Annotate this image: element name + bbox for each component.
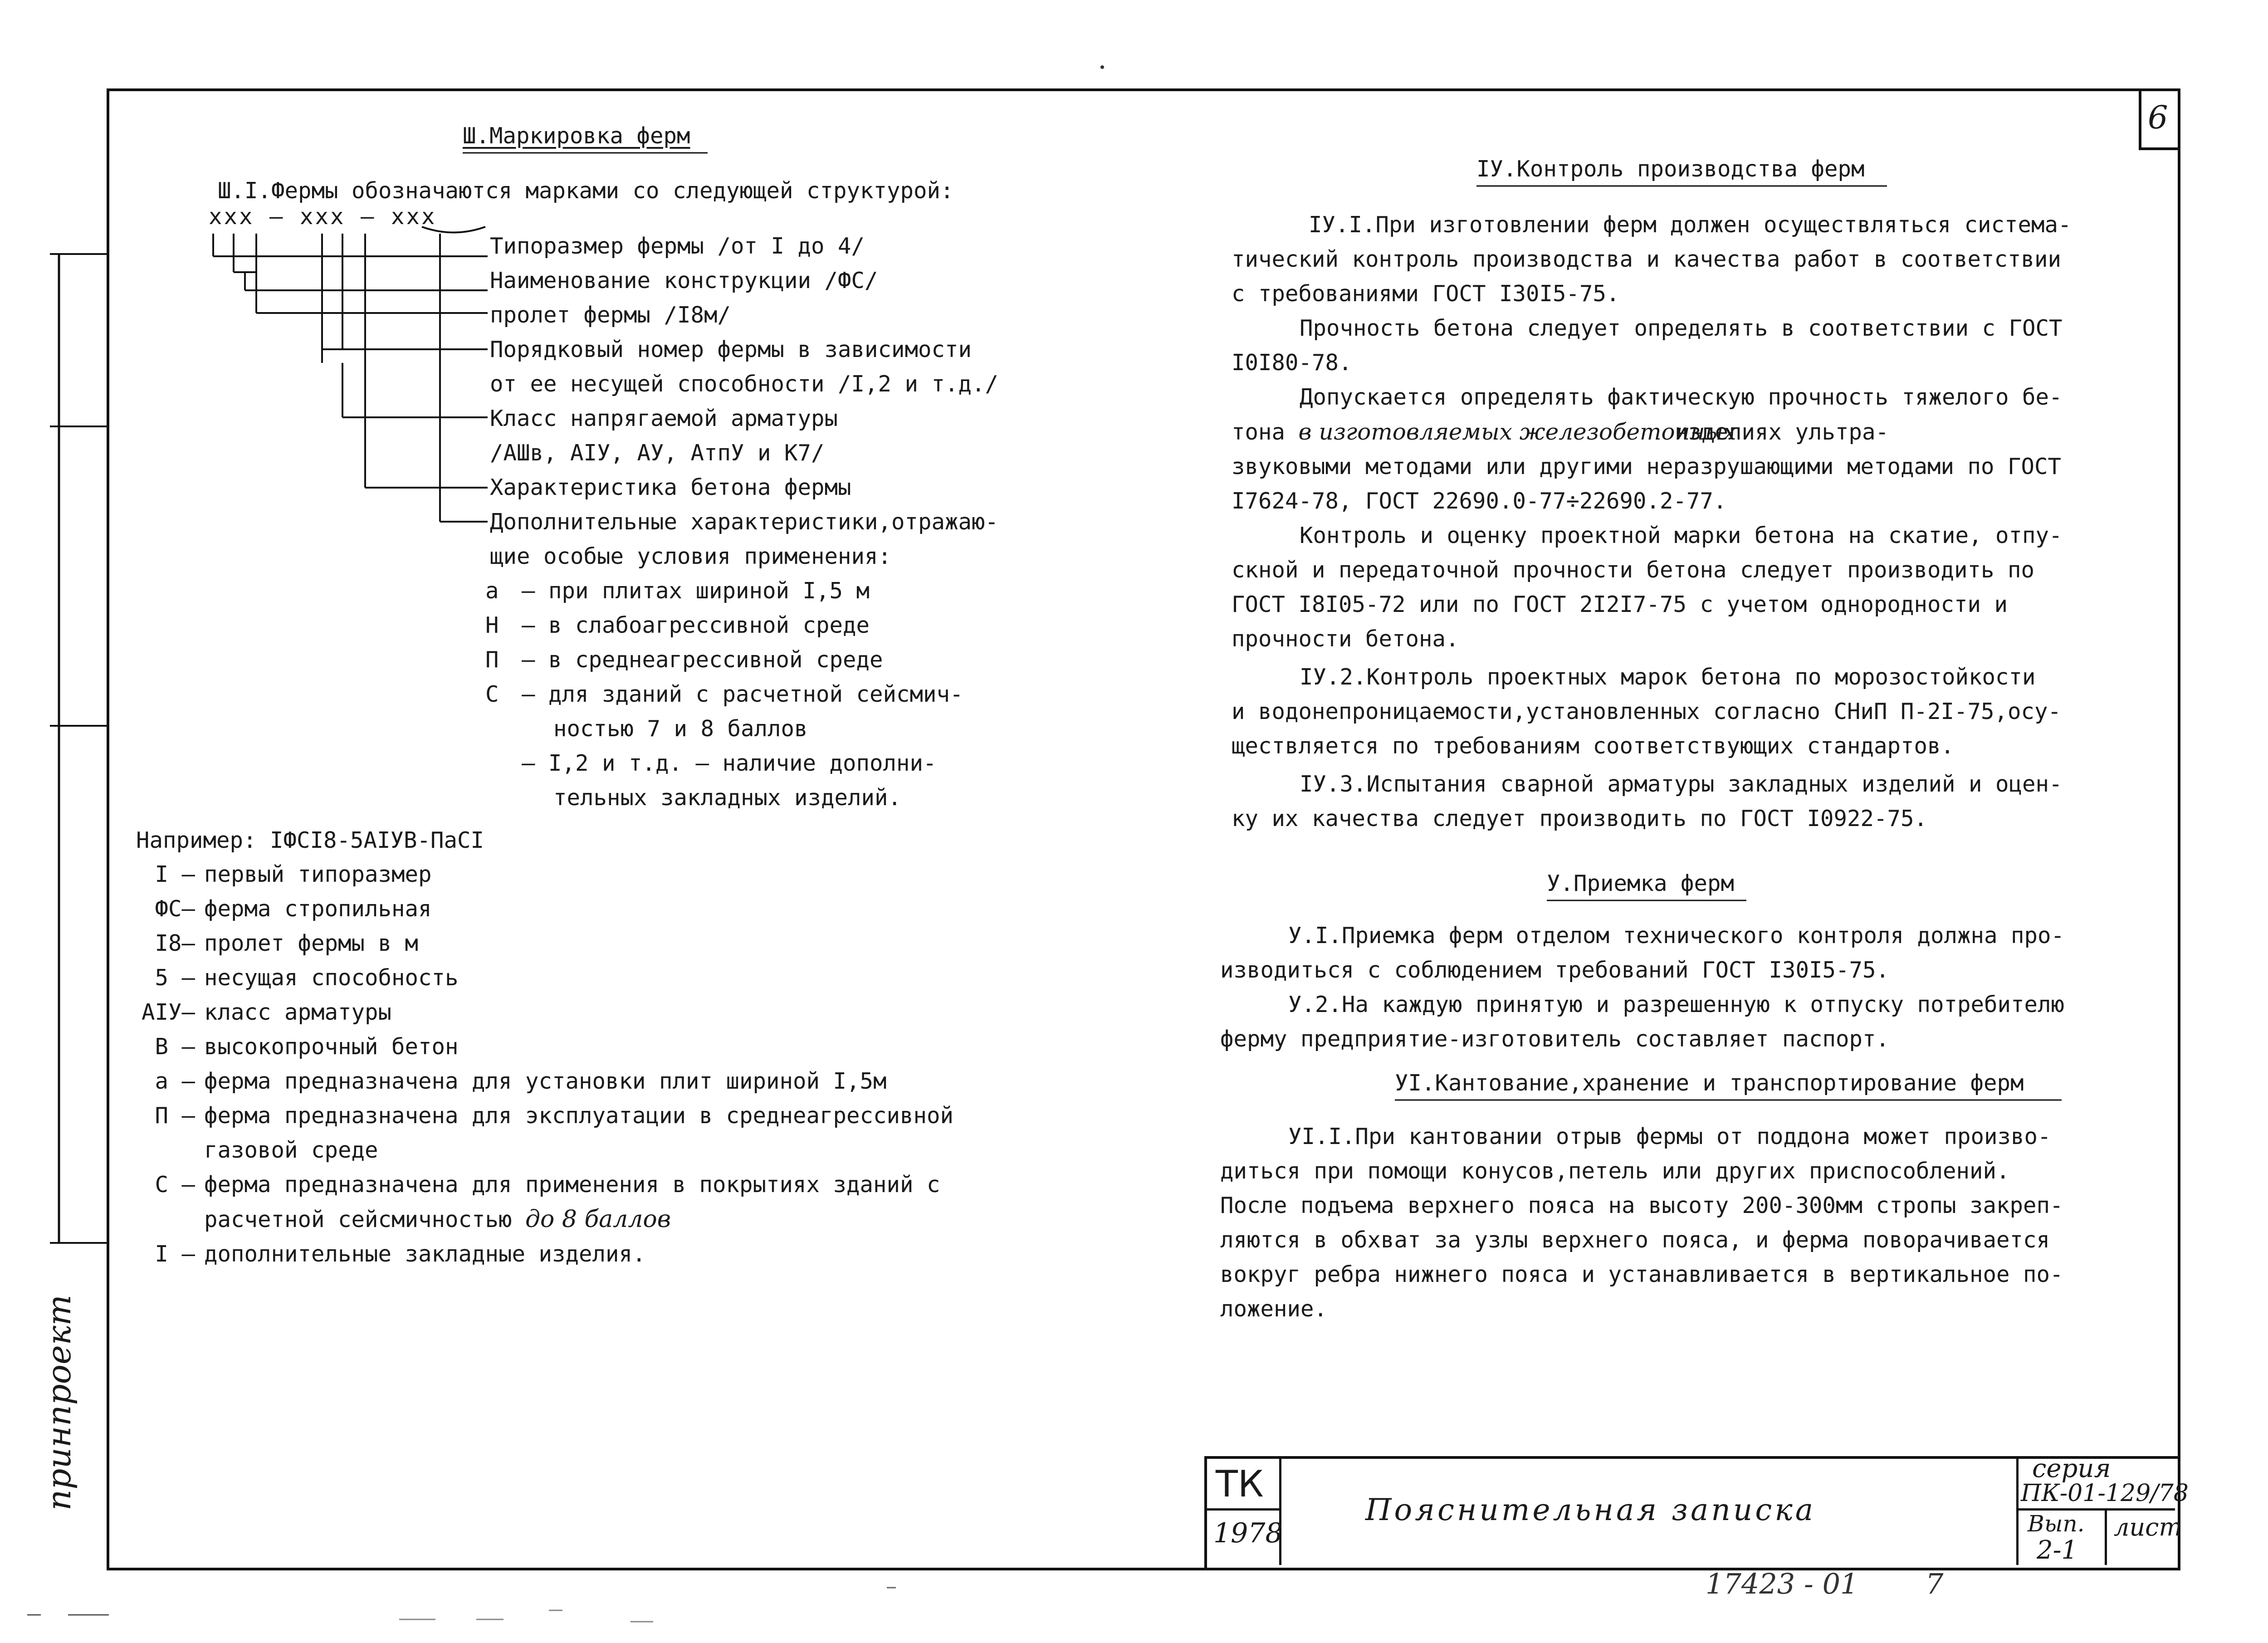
section5-line: У.I.Приемка ферм отделом технического контроля должна про-: [1288, 923, 2065, 949]
example-row: [122, 1099, 953, 1133]
structure-list: [490, 229, 998, 574]
series-label: серия: [2032, 1454, 2111, 1483]
example-key: 5 –: [155, 965, 195, 991]
example-text: ферма предназначена для эксплуатации в среднеагрессивной: [204, 1103, 954, 1129]
title-block-divider: [2016, 1456, 2019, 1565]
example-text: несущая способность: [204, 965, 459, 991]
issue-label: Вып.: [2028, 1511, 2085, 1537]
condition-key: П: [485, 647, 499, 673]
document-title: Пояснительная записка: [1365, 1492, 1816, 1527]
structure-item: Наименование конструкции /ФС/: [490, 268, 878, 293]
section6-heading: УI.Кантование,хранение и транспортирование ферм: [1395, 1070, 2024, 1096]
section4-line: прочности бетона.: [1232, 626, 1459, 652]
example-key: П –: [155, 1103, 195, 1129]
footer-number: 17423 - 01: [1706, 1567, 1858, 1600]
example-text: высокопрочный бетон: [204, 1034, 459, 1060]
example-row: [122, 961, 953, 995]
example-row: [122, 926, 953, 961]
section5-line: ферму предприятие-изготовитель составляет паспорт.: [1220, 1026, 1890, 1052]
section6-line: ляются в обхват за узлы верхнего пояса, и ферма поворачивается: [1220, 1227, 2050, 1253]
condition-text: – при плитах шириной I,5 м: [522, 578, 870, 604]
section4-line: скной и передаточной прочности бетона следует производить по: [1232, 557, 2035, 583]
example-label: Например: IФСI8-5АIУВ-ПаСI: [136, 827, 484, 853]
example-text: газовой среде: [204, 1137, 378, 1163]
section4-line: с требованиями ГОСТ I30I5-75.: [1232, 281, 1620, 307]
structure-item: щие особые условия применения:: [490, 543, 892, 569]
condition-key: С: [485, 681, 499, 707]
conditions-list: [485, 574, 963, 815]
section4-line: изделиях ультра-: [1675, 419, 1889, 445]
section5-line: изводиться с соблюдением требований ГОСТ I30I5-75.: [1220, 957, 1890, 983]
section6-body: [1220, 1120, 2063, 1326]
section3-intro: Ш.I.Фермы обозначаются марками со следующей структурой:: [218, 178, 954, 204]
example-row: [122, 1133, 953, 1168]
example-key: С –: [155, 1172, 195, 1198]
example-text: пролет фермы в м: [204, 930, 419, 956]
example-text: дополнительные закладные изделия.: [204, 1241, 646, 1267]
condition-text: – I,2 и т.д. – наличие дополни-: [522, 750, 937, 776]
section4-line: IУ.2.Контроль проектных марок бетона по морозостойкости: [1300, 664, 2036, 690]
section4-line: тона: [1232, 419, 1286, 445]
example-key: ФС–: [155, 896, 195, 922]
example-text: первый типоразмер: [204, 861, 432, 887]
section4-line: Допускается определять фактическую прочность тяжелого бе-: [1300, 384, 2063, 410]
title-block-divider: [1204, 1508, 1279, 1511]
condition-row: [485, 574, 963, 608]
structure-item: Дополнительные характеристики,отражаю-: [490, 509, 999, 535]
example-list: [122, 857, 953, 1271]
section4-line: ку их качества следует производить по ГОСТ I0922-75.: [1232, 806, 1928, 831]
sheet-label: лист: [2114, 1513, 2182, 1541]
example-row: [122, 995, 953, 1030]
section6-line: ложение.: [1220, 1296, 1328, 1322]
example-text: ферма стропильная: [204, 896, 432, 922]
handwritten-insert: в изготовляемых железобетонных: [1298, 419, 1736, 445]
section6-line: УI.I.При кантовании отрыв фермы от поддона может произво-: [1288, 1124, 2051, 1149]
example-key: а –: [155, 1068, 195, 1094]
example-text: расчетной сейсмичностью: [204, 1207, 512, 1232]
example-row: [122, 1237, 953, 1271]
section5-line: У.2.На каждую принятую и разрешенную к отпуску потребителю: [1288, 992, 2065, 1017]
example-row: [122, 1168, 953, 1202]
issue-value: 2-1: [2037, 1535, 2078, 1565]
section6-line: После подъема верхнего пояса на высоту 200-300мм стропы закреп-: [1220, 1193, 2063, 1218]
section4-line-with-insert: [1232, 415, 2072, 450]
section6-line: диться при помощи конусов,петель или других приспособлений.: [1220, 1158, 2010, 1184]
example-text: ферма предназначена для применения в покрытиях зданий с: [204, 1172, 940, 1198]
condition-text: тельных закладных изделий.: [553, 785, 902, 811]
section4-line: ГОСТ I8I05-72 или по ГОСТ 2I2I7-75 с учетом однородности и: [1232, 592, 2008, 617]
section4-heading: IУ.Контроль производства ферм: [1476, 156, 1865, 182]
example-key: I8–: [155, 930, 195, 956]
series-value: ПК-01-129/78: [2021, 1480, 2189, 1507]
example-key: I –: [155, 861, 195, 887]
condition-row: [485, 781, 963, 815]
structure-item: /АШв, АIУ, АУ, АтпУ и К7/: [490, 440, 825, 466]
condition-text: – в среднеагрессивной среде: [522, 647, 883, 673]
page-number: 6: [2148, 99, 2168, 136]
example-row: [122, 1202, 953, 1237]
example-text: ферма предназначена для установки плит шириной I,5м: [204, 1068, 887, 1094]
structure-item: Порядковый номер фермы в зависимости: [490, 337, 972, 362]
section5-body: [1220, 919, 2064, 1056]
handwritten-seismic: до 8 баллов: [525, 1206, 671, 1233]
condition-key: а: [485, 578, 499, 604]
condition-key: Н: [485, 612, 499, 638]
org-code: ТК: [1216, 1463, 1264, 1505]
section4-line: ществляется по требованиям соответствующих стандартов.: [1232, 733, 1955, 759]
section4-line: IУ.I.При изготовлении ферм должен осуществляться системa-: [1309, 212, 2072, 238]
section4-line: звуковыми методами или другими неразрушающими методами по ГОСТ: [1232, 454, 2062, 479]
example-row: [122, 1064, 953, 1099]
condition-row: [485, 746, 963, 781]
section4-line: Контроль и оценку проектной марки бетона на скатие, отпу-: [1300, 523, 2063, 548]
structure-item: Типоразмер фермы /от I до 4/: [490, 233, 865, 259]
side-stamp: принпроект: [40, 1295, 78, 1511]
example-row: [122, 892, 953, 926]
section6-line: вокруг ребра нижнего пояса и устанавливается в вертикальное по-: [1220, 1262, 2063, 1287]
example-row: [122, 1030, 953, 1064]
footer-sheet: 7: [1926, 1567, 1944, 1600]
section4-line: Прочность бетона следует определять в соответствии с ГОСТ: [1300, 315, 2063, 341]
year: 1978: [1213, 1517, 1283, 1549]
section4-line: IУ.3.Испытания сварной арматуры закладных изделий и оцен-: [1300, 771, 2063, 797]
condition-text: – в слабоагрессивной среде: [522, 612, 870, 638]
structure-item: Класс напрягаемой арматуры: [490, 406, 838, 431]
example-text: класс арматуры: [204, 999, 392, 1025]
condition-row: [485, 677, 963, 712]
section4-body: [1232, 208, 2072, 836]
section4-line: и водонепроницаемости,установленных согласно СНиП П-2I-75,осу-: [1232, 699, 2062, 724]
condition-row: [485, 608, 963, 643]
marking-code-pattern: ххх — ххх — ххх: [209, 204, 437, 230]
section5-heading: У.Приемка ферм: [1547, 870, 1735, 896]
condition-row: [485, 643, 963, 677]
example-key: АIУ–: [141, 999, 195, 1025]
section4-line: I0I80-78.: [1232, 350, 1352, 376]
section3-heading: Ш.Маркировка ферм: [463, 123, 690, 149]
code-structure-brackets: [213, 227, 488, 522]
structure-item: от ее несущей способности /I,2 и т.д./: [490, 371, 999, 397]
structure-item: Характеристика бетона фермы: [490, 474, 851, 500]
condition-text: ностью 7 и 8 баллов: [553, 716, 808, 742]
structure-item: пролет фермы /I8м/: [490, 302, 731, 328]
example-key: I –: [155, 1241, 195, 1267]
title-block-divider: [2105, 1508, 2107, 1565]
example-row: [122, 857, 953, 892]
section4-line: I7624-78, ГОСТ 22690.0-77÷22690.2-77.: [1232, 488, 1727, 514]
section4-line: тический контроль производства и качества работ в соответствии: [1232, 246, 2062, 272]
condition-text: – для зданий с расчетной сейсмич-: [522, 681, 963, 707]
example-key: В –: [155, 1034, 195, 1060]
condition-row: [485, 712, 963, 746]
